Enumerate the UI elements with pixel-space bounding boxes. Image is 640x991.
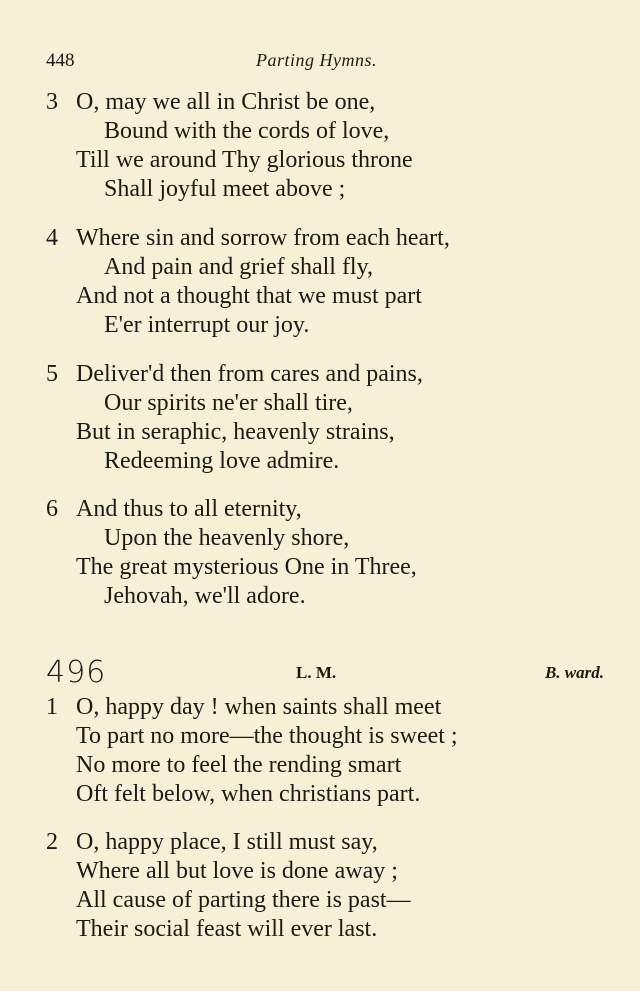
stanza-line: Our spirits ne'er shall tire, xyxy=(104,390,353,416)
stanza-line: O, happy day ! when saints shall meet xyxy=(76,694,442,720)
running-title: Parting Hymns. xyxy=(256,50,377,70)
stanza-line: O, happy place, I still must say, xyxy=(76,829,378,855)
stanza-number: 3 xyxy=(46,89,58,115)
stanza-number: 6 xyxy=(46,496,58,522)
stanza-number: 2 xyxy=(46,829,58,855)
stanza-line: Where all but love is done away ; xyxy=(76,858,398,884)
stanza-line: E'er interrupt our joy. xyxy=(104,312,310,338)
stanza-line: O, may we all in Christ be one, xyxy=(76,89,376,115)
stanza-6 xyxy=(46,495,616,611)
stanza-number: 4 xyxy=(46,225,58,251)
stanza-line: And pain and grief shall fly, xyxy=(104,254,374,280)
hymn-meter: L. M. xyxy=(296,663,337,682)
stanza-line: And not a thought that we must part xyxy=(76,283,422,309)
hymn-tune: B. ward. xyxy=(544,663,604,682)
stanza-line: But in seraphic, heavenly strains, xyxy=(76,419,395,445)
stanza-line: All cause of parting there is past— xyxy=(76,887,411,913)
stanza-line: Shall joyful meet above ; xyxy=(104,176,346,202)
stanza-line: Their social feast will ever last. xyxy=(76,916,378,942)
hymn-heading xyxy=(46,655,604,691)
hymn-stanza-2 xyxy=(46,828,616,944)
stanza-number: 1 xyxy=(46,694,58,720)
stanza-line: Redeeming love admire. xyxy=(104,448,340,474)
stanza-number: 5 xyxy=(46,361,58,387)
stanza-5 xyxy=(46,360,616,476)
stanza-line: Oft felt below, when christians part. xyxy=(76,781,421,807)
hymn-number: 496 xyxy=(46,655,107,690)
stanza-line: The great mysterious One in Three, xyxy=(76,554,417,580)
stanza-4 xyxy=(46,224,616,340)
stanza-line: Where sin and sorrow from each heart, xyxy=(76,225,450,251)
stanza-line: Bound with the cords of love, xyxy=(104,118,390,144)
stanza-line: Till we around Thy glorious throne xyxy=(76,147,413,173)
page-number: 448 xyxy=(46,50,75,71)
stanza-line: To part no more—the thought is sweet ; xyxy=(76,723,458,749)
stanza-line: No more to feel the rending smart xyxy=(76,752,402,778)
stanza-line: Jehovah, we'll adore. xyxy=(104,583,306,609)
stanza-line: And thus to all eternity, xyxy=(76,496,302,522)
stanza-line: Deliver'd then from cares and pains, xyxy=(76,361,423,387)
page-header xyxy=(46,50,616,78)
hymn-stanza-1 xyxy=(46,693,616,809)
stanza-line: Upon the heavenly shore, xyxy=(104,525,350,551)
stanza-3 xyxy=(46,88,616,204)
